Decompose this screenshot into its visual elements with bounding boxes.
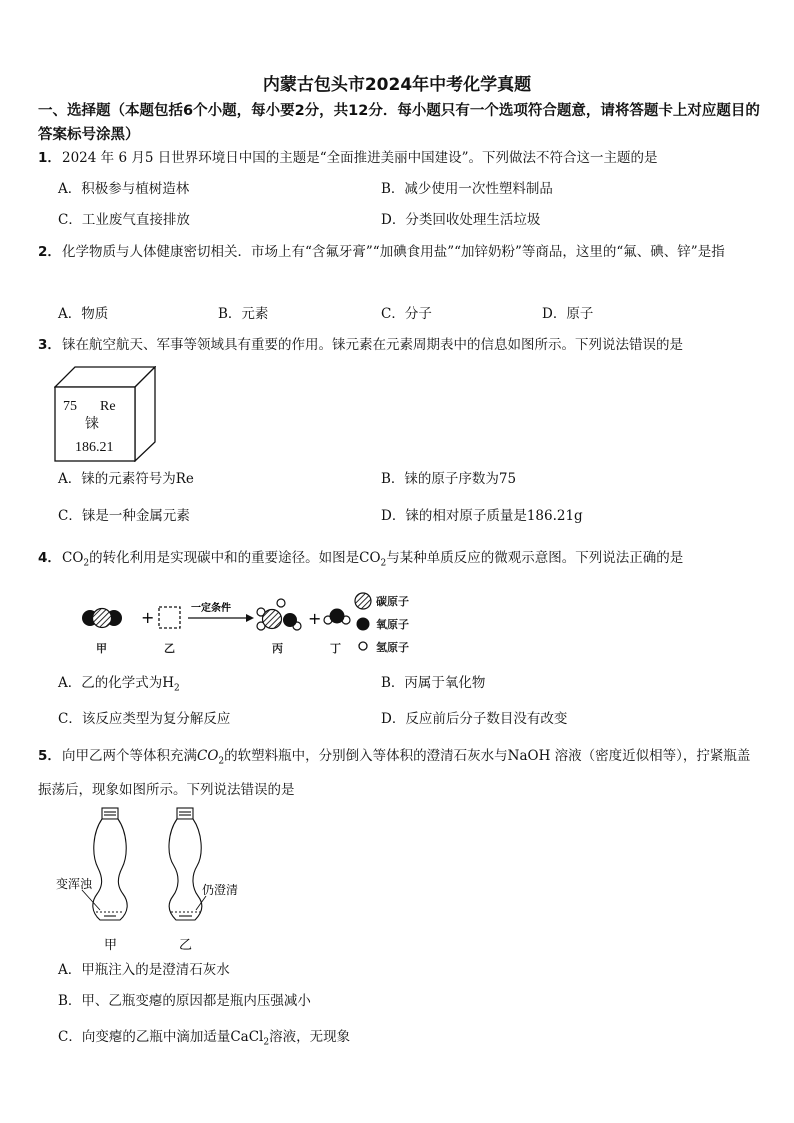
question-4 bbox=[38, 544, 760, 578]
note-turbid: 变浑浊 bbox=[56, 877, 93, 891]
option-text: A．乙的化学式为H bbox=[58, 675, 175, 691]
question-1 bbox=[38, 144, 760, 172]
reaction-diagram bbox=[76, 588, 426, 658]
element-symbol: Re bbox=[100, 399, 116, 414]
label-bing: 丙 bbox=[272, 642, 283, 655]
oxygen-legend-icon bbox=[357, 618, 370, 631]
reaction-condition: 一定条件 bbox=[191, 603, 231, 614]
stem-text: 的转化利用是实现碳中和的重要途径。如图是CO bbox=[89, 550, 381, 566]
subscript: 2 bbox=[218, 756, 225, 767]
subscript: 2 bbox=[83, 558, 90, 569]
question-number: 1． bbox=[38, 150, 61, 166]
plus-sign: + bbox=[308, 609, 322, 628]
note-clear: 仍澄清 bbox=[202, 883, 239, 897]
molecule-jia bbox=[82, 609, 122, 628]
option-5c bbox=[58, 1027, 350, 1053]
option-2a: A．物质 bbox=[58, 306, 109, 322]
molecule-ding bbox=[324, 609, 350, 625]
bottle-yi bbox=[169, 808, 202, 920]
option-1b: B．减少使用一次性塑料制品 bbox=[381, 181, 553, 197]
label-jia: 甲 bbox=[96, 642, 107, 655]
option-5a: A．甲瓶注入的是澄清石灰水 bbox=[58, 962, 230, 978]
stem-text: 与某种单质反应的微观示意图。下列说法正确的是 bbox=[386, 550, 684, 566]
bottle-jia bbox=[93, 808, 127, 920]
option-2b: B．元素 bbox=[218, 306, 269, 322]
question-3 bbox=[38, 331, 760, 359]
carbon-legend-icon bbox=[355, 593, 371, 609]
legend-oxygen: 氧原子 bbox=[376, 618, 409, 631]
option-3b: B．铼的原子序数为75 bbox=[381, 471, 517, 487]
question-number: 3． bbox=[38, 337, 61, 353]
hydrogen-legend-icon bbox=[359, 642, 367, 650]
page-title: 内蒙古包头市2024年中考化学真题 bbox=[262, 75, 532, 95]
unknown-box bbox=[159, 607, 180, 628]
option-3a: A．铼的元素符号为Re bbox=[58, 471, 194, 487]
stem-text: CO bbox=[62, 550, 84, 566]
option-5b: B．甲、乙瓶变瘪的原因都是瓶内压强减小 bbox=[58, 993, 311, 1009]
option-3d: D．铼的相对原子质量是186.21g bbox=[381, 508, 583, 524]
option-3c: C．铼是一种金属元素 bbox=[58, 508, 190, 524]
label-ding: 丁 bbox=[330, 642, 341, 655]
question-number: 2． bbox=[38, 244, 61, 260]
subscript: 2 bbox=[263, 1037, 270, 1048]
option-2c: C．分子 bbox=[381, 306, 432, 322]
molecule-bing bbox=[257, 599, 301, 630]
element-card-figure bbox=[54, 366, 156, 462]
question-stem: 化学物质与人体健康密切相关．市场上有“含氟牙膏”“加碘食用盐”“加锌奶粉”等商品，这里的“氟、碘、锌”是指 bbox=[62, 244, 725, 260]
question-number: 4． bbox=[38, 550, 61, 566]
option-2d: D．原子 bbox=[542, 306, 594, 322]
stem-text: 向甲乙两个等体积充满 bbox=[62, 748, 197, 764]
option-1d: D．分类回收处理生活垃圾 bbox=[381, 212, 541, 228]
legend-hydrogen: 氢原子 bbox=[376, 641, 409, 654]
plus-sign: + bbox=[141, 608, 155, 627]
question-2 bbox=[38, 238, 760, 266]
label-yi: 乙 bbox=[164, 642, 175, 655]
option-1a: A．积极参与植树造林 bbox=[58, 181, 190, 197]
label-jia: 甲 bbox=[104, 938, 118, 953]
atomic-mass: 186.21 bbox=[75, 440, 114, 455]
option-4a bbox=[58, 673, 180, 699]
label-yi: 乙 bbox=[179, 938, 193, 953]
stem-formula: CO bbox=[197, 748, 219, 764]
stem-text: 的软塑料瓶中，分别倒入等体积的澄清石灰水与NaOH 溶液（密度近似相等），拧紧瓶盖振荡后，现象如图所示。下列说法错误的是 bbox=[38, 748, 751, 798]
question-5 bbox=[38, 742, 760, 804]
legend-carbon: 碳原子 bbox=[376, 595, 409, 608]
option-4c: C．该反应类型为复分解反应 bbox=[58, 711, 231, 727]
option-text: C．向变瘪的乙瓶中滴加适量CaCl bbox=[58, 1029, 264, 1045]
option-1c: C．工业废气直接排放 bbox=[58, 212, 190, 228]
option-4d: D．反应前后分子数目没有改变 bbox=[381, 711, 568, 727]
section-heading: 一、选择题（本题包括6个小题，每小要2分，共12分．每小题只有一个选项符合题意，请将答题卡上对应题目的答案标号涂黑） bbox=[38, 103, 760, 143]
atomic-number: 75 bbox=[63, 399, 77, 414]
question-stem: 2024 年 6 月5 日世界环境日中国的主题是“全面推进美丽中国建设”。下列做法不符合这一主题的是 bbox=[62, 150, 658, 166]
option-4b: B．丙属于氧化物 bbox=[381, 675, 486, 691]
element-name: 铼 bbox=[85, 417, 99, 432]
question-number: 5． bbox=[38, 748, 61, 764]
option-text: 溶液，无现象 bbox=[269, 1029, 351, 1045]
subscript: 2 bbox=[174, 683, 180, 694]
question-stem: 铼在航空航天、军事等领域具有重要的作用。铼元素在元素周期表中的信息如图所示。下列说法错误的是 bbox=[62, 337, 683, 353]
subscript: 2 bbox=[380, 558, 387, 569]
bottles-figure bbox=[52, 806, 252, 954]
